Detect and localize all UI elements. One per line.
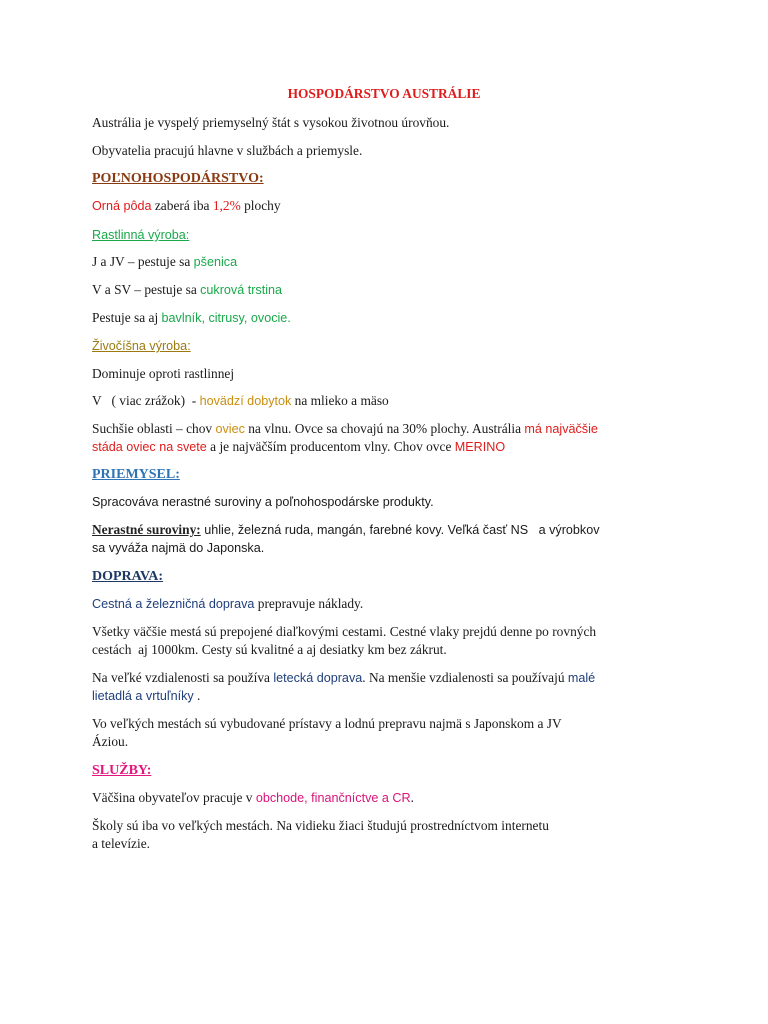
crop-line-2 <box>92 282 676 298</box>
sheep-highlight-2b: stáda oviec na svete <box>92 440 207 454</box>
transport-p3-end: . <box>193 688 201 703</box>
crop-line-3 <box>92 310 676 326</box>
services-p1-end: . <box>410 790 414 805</box>
transport-p3-mid: . Na menšie vzdialenosti sa používajú <box>362 670 568 685</box>
services-p1-text: Väčšina obyvateľov pracuje v <box>92 790 256 805</box>
transport-paragraph-4-line-1: Vo veľkých mestách sú vybudované prístavy a lodnú prepravu najmä s Japonskom a JV <box>92 716 562 731</box>
minerals-line-2: sa vyváža najmä do Japonska. <box>92 541 265 555</box>
minerals-label: Nerastné suroviny: <box>92 522 201 537</box>
industry-paragraph-1: Spracováva nerastné suroviny a poľnohospodárske produkty. <box>92 495 434 509</box>
animal-heading: Živočíšna výroba: <box>92 339 191 353</box>
services-paragraph-1 <box>92 790 676 806</box>
minerals-text: uhlie, železná ruda, mangán, farebné kovy. Veľká časť NS a výrobkov <box>200 523 600 537</box>
crop3-highlight: bavlník, citrusy, ovocie. <box>161 311 291 325</box>
transport-paragraph-1 <box>92 596 676 612</box>
animal2-highlight: hovädzí dobytok <box>199 394 292 408</box>
transport-paragraph-2-line-1: Všetky väčšie mestá sú prepojené diaľkovými cestami. Cestné vlaky prejdú denne po rovných <box>92 624 597 639</box>
crop-heading: Rastlinná výroba: <box>92 228 190 242</box>
crop1-text: J a JV – pestuje sa <box>92 254 194 269</box>
small-aircraft-highlight-a: malé <box>567 671 596 685</box>
transport-p3-text: Na veľké vzdialenosti sa používa <box>92 670 274 685</box>
transport-paragraph-3-line-1 <box>92 670 676 686</box>
animal-line-1: Dominuje oproti rastlinnej <box>92 366 235 381</box>
industry-heading-row <box>92 466 676 483</box>
services-heading-row <box>92 762 676 779</box>
sheep-highlight-2a: má najväčšie <box>524 422 598 436</box>
minerals-line-1 <box>92 522 676 538</box>
transport-paragraph-2-line-2: cestách aj 1000km. Cesty sú kvalitné a aj desiatky km bez zákrut. <box>92 642 447 657</box>
air-transport-highlight: letecká doprava <box>273 671 363 685</box>
page-title: HOSPODÁRSTVO AUSTRÁLIE <box>287 86 481 101</box>
sheep-paragraph <box>92 421 676 437</box>
arable-end: plochy <box>240 198 281 213</box>
arable-term: Orná pôda <box>92 199 152 213</box>
services-paragraph-2-line-1: Školy sú iba vo veľkých mestách. Na vidieku žiaci študujú prostredníctvom internetu <box>92 818 549 833</box>
crop-line-1 <box>92 254 676 270</box>
crop2-text: V a SV – pestuje sa <box>92 282 201 297</box>
industry-heading: PRIEMYSEL: <box>92 467 180 482</box>
transport-paragraph-3-line-2 <box>92 688 676 704</box>
arable-value: 1,2% <box>212 198 241 213</box>
sheep-breed: MERINO <box>454 440 506 454</box>
crop1-highlight: pšenica <box>193 255 238 269</box>
transport-p1-end: prepravuje náklady. <box>254 596 364 611</box>
intro-paragraph-2: Obyvatelia pracujú hlavne v službách a priemysle. <box>92 143 363 158</box>
animal-heading-row <box>92 338 676 354</box>
services-paragraph-2-line-2: a televízie. <box>92 836 150 851</box>
arable-land-line <box>92 198 676 214</box>
agriculture-heading-row <box>92 170 676 187</box>
transport-highlight: Cestná a železničná doprava <box>92 597 255 611</box>
animal-line-2 <box>92 393 676 409</box>
crop3-text: Pestuje sa aj <box>92 310 162 325</box>
intro-paragraph-1: Austrália je vyspelý priemyselný štát s vysokou životnou úrovňou. <box>92 115 450 130</box>
sheep-end: a je najväčším producentom vlny. Chov ovce <box>206 439 455 454</box>
crop-heading-row <box>92 227 676 243</box>
services-heading: SLUŽBY: <box>92 763 152 778</box>
animal2-text: V ( viac zrážok) - <box>92 393 200 408</box>
animal2-end: na mlieko a mäso <box>291 393 389 408</box>
sheep-paragraph-line-2 <box>92 439 676 455</box>
transport-paragraph-4-line-2: Áziou. <box>92 734 129 749</box>
sheep-text: Suchšie oblasti – chov <box>92 421 216 436</box>
transport-heading: DOPRAVA: <box>92 569 164 584</box>
small-aircraft-highlight-b: lietadlá a vrtuľníky <box>92 689 194 703</box>
sheep-mid: na vlnu. Ovce sa chovajú na 30% plochy. Austrália <box>244 421 525 436</box>
arable-mid: zaberá iba <box>151 198 213 213</box>
crop2-highlight: cukrová trstina <box>200 283 283 297</box>
services-highlight: obchode, finančníctve a CR <box>255 791 411 805</box>
sheep-highlight: oviec <box>215 422 245 436</box>
agriculture-heading: POĽNOHOSPODÁRSTVO: <box>92 171 264 186</box>
transport-heading-row <box>92 568 676 585</box>
